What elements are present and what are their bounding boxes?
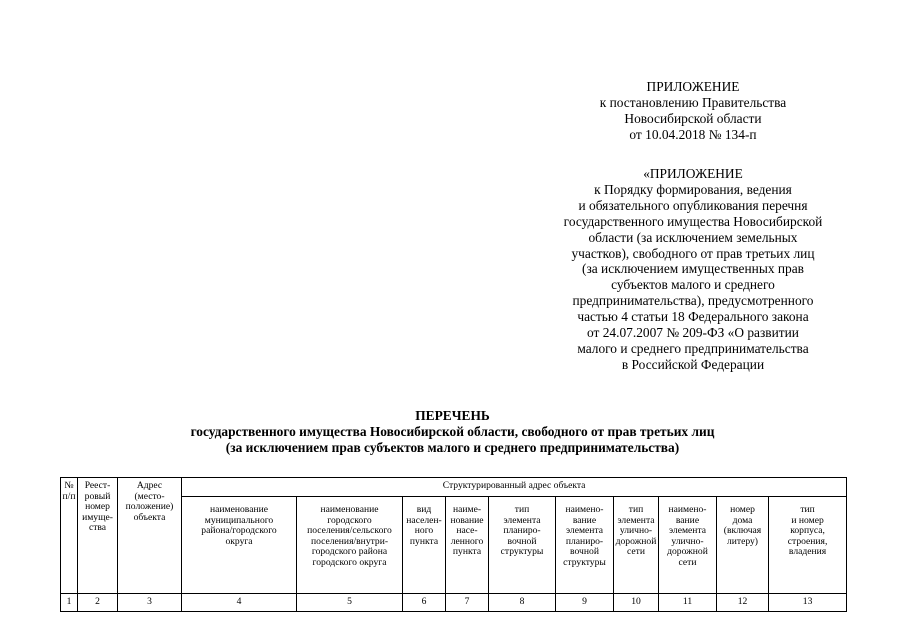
order-appendix-line: частью 4 статьи 18 Федерального закона [577,309,809,325]
property-list-table [60,477,847,612]
order-appendix-line: «ПРИЛОЖЕНИЕ [643,166,743,181]
appendix-line: ПРИЛОЖЕНИЕ [646,79,740,94]
order-appendix-line: субъектов малого и среднего [611,277,775,293]
column-number: 8 [489,594,556,612]
title-line: государственного имущества Новосибирской области, свободного от прав третьих лиц [190,424,715,439]
column-number: 4 [182,594,297,612]
order-appendix-line: малого и среднего предпринимательства [577,340,809,356]
header-municipal-district: наименование муниципального района/городского округа [182,497,297,594]
column-number: 5 [297,594,403,612]
order-appendix-line: к Порядку формирования, ведения [594,181,792,197]
order-appendix-line: государственного имущества Новосибирской [563,213,823,229]
column-number: 7 [446,594,489,612]
order-appendix-line: (за исключением имущественных прав [581,261,804,277]
column-number: 1 [61,594,78,612]
title-line: ПЕРЕЧЕНЬ [415,408,490,423]
appendix-line: к постановлению Правительства [599,94,787,110]
order-appendix-line: от 24.07.2007 № 209-ФЗ «О развитии [587,325,799,341]
document-title [0,408,905,456]
title-line: (за исключением прав субъектов малого и среднего предпринимательства) [225,440,680,455]
order-appendix-line: и обязательного опубликования перечня [578,197,808,213]
order-appendix-header [548,166,838,373]
column-number: 9 [556,594,614,612]
header-structured-address: Структурированный адрес объекта [182,478,847,497]
column-number: 3 [118,594,182,612]
header-planning-element-type: тип элемента планиро- вочной структуры [489,497,556,594]
header-street-element-type: тип элемента улично- дорожной сети [614,497,659,594]
header-house-number: номер дома (включая литеру) [717,497,769,594]
column-numbers-row [61,594,847,612]
header-registry-number: Реест- ровый номер имуще- ства [78,478,118,594]
appendix-line: от 10.04.2018 № 134-п [629,126,757,142]
header-building-type: тип и номер корпуса, строения, владения [769,497,847,594]
column-number: 11 [659,594,717,612]
header-locality-name: наиме- нование насе- ленного пункта [446,497,489,594]
appendix-header [548,79,838,143]
header-locality-type: вид населен- ного пункта [403,497,446,594]
header-planning-element-name: наимено- вание элемента планиро- вочной структуры [556,497,614,594]
order-appendix-line: участков), свободного от прав третьих лиц [571,245,815,261]
header-street-element-name: наимено- вание элемента улично- дорожной сети [659,497,717,594]
header-number: № п/п [61,478,78,594]
column-number: 2 [78,594,118,612]
column-number: 13 [769,594,847,612]
column-number: 6 [403,594,446,612]
header-address: Адрес (место- положение) объекта [118,478,182,594]
order-appendix-line: в Российской Федерации [621,356,765,372]
column-number: 10 [614,594,659,612]
appendix-line: Новосибирской области [624,110,762,126]
order-appendix-line: предпринимательства), предусмотренного [572,293,814,309]
column-number: 12 [717,594,769,612]
header-settlement: наименование городского поселения/сельского поселения/внутри- городского района городского округа [297,497,403,594]
order-appendix-line: области (за исключением земельных [588,229,798,245]
